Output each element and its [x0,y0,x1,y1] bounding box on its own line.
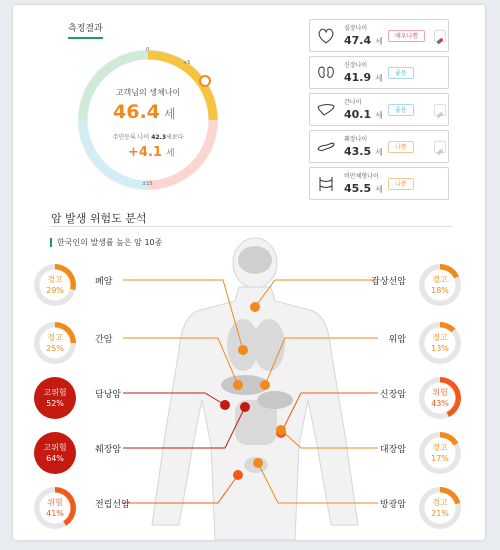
organ-dot [250,302,260,312]
risk-circle[interactable] [419,264,461,306]
cancer-name: 위암 [388,335,406,345]
risk-circle[interactable] [419,377,461,419]
cancer-name: 신장암 [379,390,406,400]
gauge-tick-top: 0 [146,47,150,53]
body-illustration [13,5,485,540]
risk-percent: 18% [431,286,449,295]
risk-circle[interactable] [34,432,76,474]
organ-dot [260,380,270,390]
health-report-card [13,5,485,540]
cancer-name: 대장암 [379,445,406,455]
risk-level: 고위험 [43,388,67,397]
status-badge: 좋음 [388,67,414,79]
risk-level: 경고 [432,443,448,452]
gauge-tick-right: +5 [183,60,191,66]
gauge-tick-bottom: ±15 [142,181,153,187]
bio-age-diff: +4.1 세 [128,145,175,160]
organ-dot [238,345,248,355]
risk-percent: 21% [431,509,449,518]
risk-level: 경고 [432,498,448,507]
risk-percent: 17% [431,454,449,463]
organ-dot [240,402,250,412]
status-badge: 좋음 [388,104,414,116]
status-badge: 나쁨 [388,141,414,153]
risk-circle[interactable] [419,432,461,474]
risk-level: 고위험 [43,443,67,452]
cancer-name: 방광암 [379,500,406,510]
risk-percent: 25% [46,344,64,353]
cancer-name: 폐암 [95,277,113,287]
risk-percent: 41% [46,509,64,518]
risk-circle[interactable] [34,487,76,529]
cancer-name: 담낭암 [95,390,122,400]
risk-level: 경고 [47,333,63,342]
risk-level: 위험 [432,388,448,397]
cancer-name: 췌장암 [95,445,122,455]
bio-age-value: 46.4 세 [113,101,176,123]
section-subtitle: 한국인의 발생률 높은 암 10종 [50,238,162,247]
risk-percent: 52% [46,399,64,408]
organ-card-kidney[interactable]: 신장나이 41.9 세 좋음 [309,56,449,89]
risk-level: 경고 [47,275,63,284]
risk-level: 경고 [432,333,448,342]
risk-circle[interactable] [34,264,76,306]
risk-circle[interactable] [419,322,461,364]
risk-circle[interactable] [34,377,76,419]
organ-dot [276,425,286,435]
section-title: 암 발생 위험도 분석 [51,212,147,225]
organ-card-heart[interactable]: 심장나이 47.4 세 매우나쁨 [309,19,449,52]
organ-dot [233,380,243,390]
risk-level: 경고 [432,275,448,284]
organ-card-liver[interactable]: 간나이 40.1 세 좋음 [309,93,449,126]
bio-age-compare: 주민등록 나이 42.3세보다 [112,134,184,141]
organ-dot [233,470,243,480]
cancer-name: 간암 [95,335,113,345]
status-badge: 나쁨 [388,178,414,190]
organ-dot [253,458,263,468]
tab-result[interactable]: 측정결과 [68,21,103,39]
organ-dot [220,400,230,410]
risk-level: 위험 [47,498,63,507]
risk-circle[interactable] [419,487,461,529]
status-badge: 매우나쁨 [388,30,425,42]
risk-percent: 29% [46,286,64,295]
risk-percent: 13% [431,344,449,353]
risk-percent: 64% [46,454,64,463]
risk-circle[interactable] [34,322,76,364]
organ-card-pancreas[interactable]: 췌장나이 43.5 세 나쁨 [309,130,449,163]
cancer-name: 전립선암 [95,500,130,510]
organ-card-body-shape[interactable]: 비만체형나이 45.5 세 나쁨 [309,167,449,200]
risk-percent: 43% [431,399,449,408]
bio-age-caption: 고객님의 생체나이 [115,88,181,97]
cancer-name: 갑상선암 [371,277,406,287]
